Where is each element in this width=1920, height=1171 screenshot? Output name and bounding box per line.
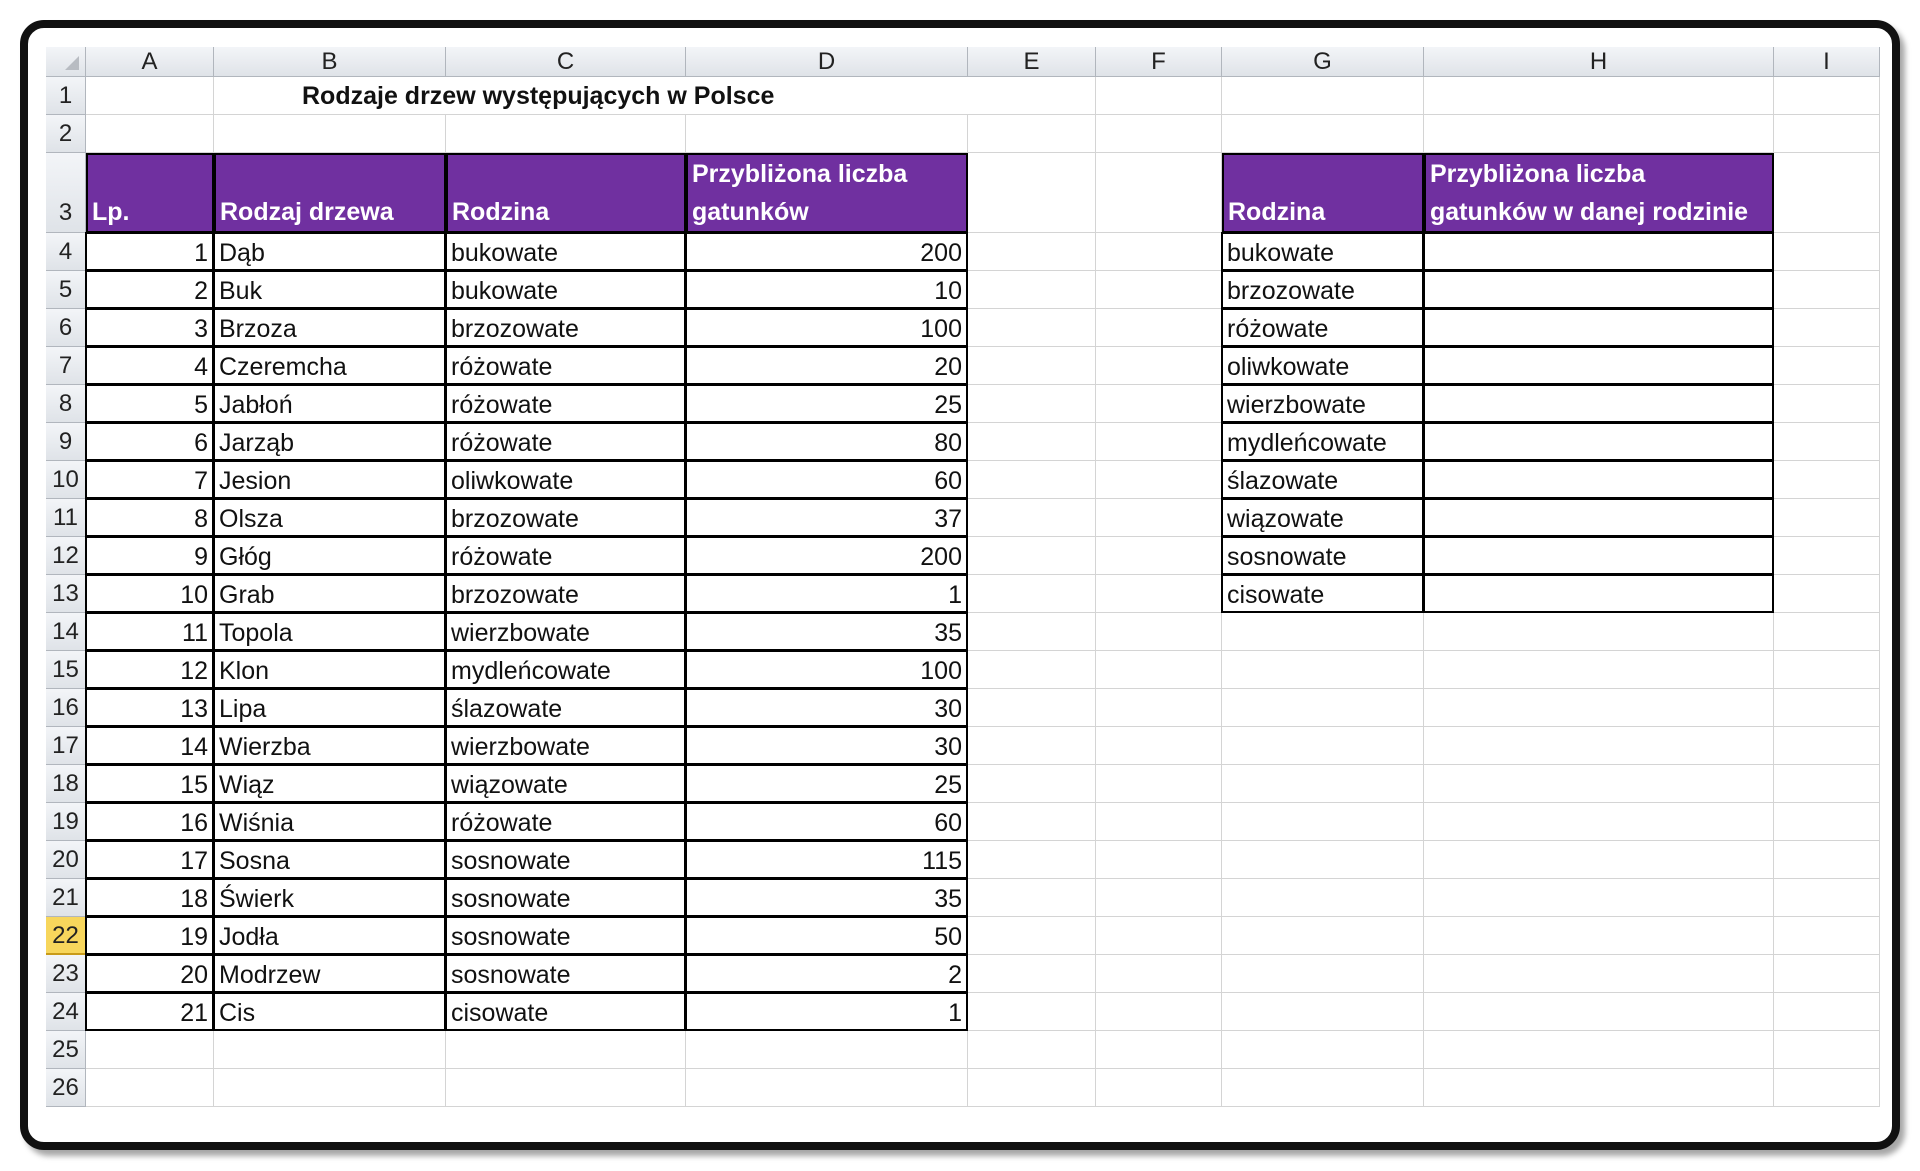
cell[interactable] bbox=[1774, 803, 1880, 841]
cell[interactable] bbox=[1096, 347, 1222, 385]
table1-family[interactable]: wierzbowate bbox=[445, 612, 686, 651]
cell[interactable] bbox=[968, 689, 1096, 727]
row-header-26[interactable]: 26 bbox=[46, 1069, 86, 1107]
cell[interactable] bbox=[968, 233, 1096, 271]
table1-species-count[interactable]: 100 bbox=[685, 650, 968, 689]
column-header-h[interactable]: H bbox=[1424, 47, 1774, 77]
cell[interactable] bbox=[1222, 77, 1424, 115]
cell[interactable] bbox=[968, 461, 1096, 499]
cell[interactable] bbox=[86, 1069, 214, 1107]
table1-tree-name[interactable]: Buk bbox=[213, 270, 446, 309]
cell[interactable] bbox=[968, 537, 1096, 575]
row-header-9[interactable]: 9 bbox=[46, 423, 86, 461]
cell[interactable] bbox=[1774, 993, 1880, 1031]
row-header-18[interactable]: 18 bbox=[46, 765, 86, 803]
table2-family[interactable]: brzozowate bbox=[1221, 270, 1424, 309]
cell[interactable] bbox=[686, 1069, 968, 1107]
table1-lp[interactable]: 13 bbox=[85, 688, 214, 727]
table1-species-count[interactable]: 50 bbox=[685, 916, 968, 955]
table1-lp[interactable]: 8 bbox=[85, 498, 214, 537]
table1-tree-name[interactable]: Cis bbox=[213, 992, 446, 1031]
table1-header-2[interactable]: Rodzaj drzewa bbox=[214, 153, 446, 233]
table1-lp[interactable]: 17 bbox=[85, 840, 214, 879]
table1-lp[interactable]: 2 bbox=[85, 270, 214, 309]
table1-tree-name[interactable]: Dąb bbox=[213, 232, 446, 271]
table2-family[interactable]: oliwkowate bbox=[1221, 346, 1424, 385]
screenshot-frame bbox=[20, 20, 1900, 1150]
cell[interactable] bbox=[1222, 955, 1424, 993]
table1-species-count[interactable]: 1 bbox=[685, 574, 968, 613]
cell[interactable] bbox=[968, 879, 1096, 917]
column-header-f[interactable]: F bbox=[1096, 47, 1222, 77]
cell[interactable] bbox=[1774, 461, 1880, 499]
cell[interactable] bbox=[1096, 575, 1222, 613]
cell[interactable] bbox=[1774, 955, 1880, 993]
cell[interactable] bbox=[1774, 423, 1880, 461]
table1-species-count[interactable]: 80 bbox=[685, 422, 968, 461]
table1-family[interactable]: różowate bbox=[445, 422, 686, 461]
table1-lp[interactable]: 10 bbox=[85, 574, 214, 613]
table1-species-count[interactable]: 60 bbox=[685, 460, 968, 499]
cell[interactable] bbox=[1096, 1069, 1222, 1107]
cell[interactable] bbox=[1774, 689, 1880, 727]
cell[interactable] bbox=[1096, 77, 1222, 115]
cell[interactable] bbox=[1096, 115, 1222, 153]
table1-tree-name[interactable]: Jabłoń bbox=[213, 384, 446, 423]
table2-count-empty[interactable] bbox=[1423, 536, 1774, 575]
cell[interactable] bbox=[1096, 423, 1222, 461]
table2-count-empty[interactable] bbox=[1423, 384, 1774, 423]
table1-lp[interactable]: 1 bbox=[85, 232, 214, 271]
table1-tree-name[interactable]: Brzoza bbox=[213, 308, 446, 347]
table1-species-count[interactable]: 200 bbox=[685, 536, 968, 575]
table1-family[interactable]: brzozowate bbox=[445, 308, 686, 347]
cell[interactable] bbox=[1774, 309, 1880, 347]
row-header-2[interactable]: 2 bbox=[46, 115, 86, 153]
table1-lp[interactable]: 6 bbox=[85, 422, 214, 461]
table2-family[interactable]: sosnowate bbox=[1221, 536, 1424, 575]
table1-lp[interactable]: 7 bbox=[85, 460, 214, 499]
table2-family[interactable]: cisowate bbox=[1221, 574, 1424, 613]
cell[interactable] bbox=[1222, 1031, 1424, 1069]
table1-lp[interactable]: 16 bbox=[85, 802, 214, 841]
table1-lp[interactable]: 20 bbox=[85, 954, 214, 993]
cell[interactable] bbox=[86, 115, 214, 153]
table1-lp[interactable]: 18 bbox=[85, 878, 214, 917]
cell[interactable] bbox=[1096, 651, 1222, 689]
row-header-14[interactable]: 14 bbox=[46, 613, 86, 651]
cell[interactable] bbox=[214, 1031, 446, 1069]
table1-species-count[interactable]: 60 bbox=[685, 802, 968, 841]
table1-family[interactable]: cisowate bbox=[445, 992, 686, 1031]
table1-tree-name[interactable]: Jarząb bbox=[213, 422, 446, 461]
cell[interactable] bbox=[968, 385, 1096, 423]
table1-tree-name[interactable]: Głóg bbox=[213, 536, 446, 575]
row-header-11[interactable]: 11 bbox=[46, 499, 86, 537]
cell[interactable] bbox=[1424, 613, 1774, 651]
row-header-4[interactable]: 4 bbox=[46, 233, 86, 271]
table2-count-empty[interactable] bbox=[1423, 308, 1774, 347]
cell[interactable] bbox=[86, 77, 214, 115]
cell[interactable] bbox=[1774, 115, 1880, 153]
table1-tree-name[interactable]: Świerk bbox=[213, 878, 446, 917]
cell[interactable] bbox=[1424, 879, 1774, 917]
table1-family[interactable]: różowate bbox=[445, 802, 686, 841]
table1-tree-name[interactable]: Olsza bbox=[213, 498, 446, 537]
table1-family[interactable]: mydleńcowate bbox=[445, 650, 686, 689]
table2-family[interactable]: różowate bbox=[1221, 308, 1424, 347]
table1-family[interactable]: wiązowate bbox=[445, 764, 686, 803]
cell[interactable] bbox=[1096, 271, 1222, 309]
cell[interactable] bbox=[1774, 1031, 1880, 1069]
table2-count-empty[interactable] bbox=[1423, 232, 1774, 271]
table1-species-count[interactable]: 35 bbox=[685, 612, 968, 651]
row-header-24[interactable]: 24 bbox=[46, 993, 86, 1031]
table1-species-count[interactable]: 115 bbox=[685, 840, 968, 879]
cell[interactable] bbox=[1096, 613, 1222, 651]
cell[interactable] bbox=[214, 115, 446, 153]
table1-family[interactable]: bukowate bbox=[445, 270, 686, 309]
cell[interactable] bbox=[968, 1031, 1096, 1069]
cell[interactable] bbox=[968, 347, 1096, 385]
cell[interactable] bbox=[1096, 461, 1222, 499]
cell[interactable] bbox=[1424, 689, 1774, 727]
table1-tree-name[interactable]: Sosna bbox=[213, 840, 446, 879]
table1-family[interactable]: bukowate bbox=[445, 232, 686, 271]
cell[interactable] bbox=[1096, 309, 1222, 347]
cell[interactable] bbox=[1424, 727, 1774, 765]
table2-count-empty[interactable] bbox=[1423, 270, 1774, 309]
cell[interactable] bbox=[686, 115, 968, 153]
cell[interactable] bbox=[1096, 955, 1222, 993]
table1-tree-name[interactable]: Jesion bbox=[213, 460, 446, 499]
sheet-title[interactable]: Rodzaje drzew występujących w Polsce bbox=[214, 77, 968, 115]
cell[interactable] bbox=[968, 993, 1096, 1031]
cell[interactable] bbox=[968, 77, 1096, 115]
cell[interactable] bbox=[1774, 1069, 1880, 1107]
cell[interactable] bbox=[968, 651, 1096, 689]
row-header-6[interactable]: 6 bbox=[46, 309, 86, 347]
row-header-13[interactable]: 13 bbox=[46, 575, 86, 613]
cell[interactable] bbox=[1774, 651, 1880, 689]
cell[interactable] bbox=[1222, 115, 1424, 153]
cell[interactable] bbox=[1222, 803, 1424, 841]
cell[interactable] bbox=[1774, 537, 1880, 575]
cell[interactable] bbox=[1096, 689, 1222, 727]
cell[interactable] bbox=[1096, 537, 1222, 575]
table1-tree-name[interactable]: Wiśnia bbox=[213, 802, 446, 841]
cell[interactable] bbox=[1096, 803, 1222, 841]
table1-species-count[interactable]: 20 bbox=[685, 346, 968, 385]
table1-family[interactable]: sosnowate bbox=[445, 916, 686, 955]
table2-header-1[interactable]: Rodzina bbox=[1222, 153, 1424, 233]
table2-count-empty[interactable] bbox=[1423, 422, 1774, 461]
cell[interactable] bbox=[968, 1069, 1096, 1107]
table1-family[interactable]: różowate bbox=[445, 536, 686, 575]
select-all-corner[interactable] bbox=[46, 47, 86, 77]
table1-species-count[interactable]: 25 bbox=[685, 384, 968, 423]
cell[interactable] bbox=[1096, 727, 1222, 765]
cell[interactable] bbox=[1774, 385, 1880, 423]
cell[interactable] bbox=[1774, 575, 1880, 613]
table1-species-count[interactable]: 30 bbox=[685, 726, 968, 765]
table1-lp[interactable]: 3 bbox=[85, 308, 214, 347]
column-header-d[interactable]: D bbox=[686, 47, 968, 77]
table1-lp[interactable]: 21 bbox=[85, 992, 214, 1031]
cell[interactable] bbox=[1222, 651, 1424, 689]
cell[interactable] bbox=[1222, 879, 1424, 917]
table1-species-count[interactable]: 200 bbox=[685, 232, 968, 271]
cell[interactable] bbox=[968, 309, 1096, 347]
table1-species-count[interactable]: 37 bbox=[685, 498, 968, 537]
table2-count-empty[interactable] bbox=[1423, 498, 1774, 537]
table1-tree-name[interactable]: Lipa bbox=[213, 688, 446, 727]
table1-header-3[interactable]: Rodzina bbox=[446, 153, 686, 233]
cell[interactable] bbox=[1096, 765, 1222, 803]
cell[interactable] bbox=[1096, 233, 1222, 271]
cell[interactable] bbox=[1222, 727, 1424, 765]
column-header-i[interactable]: I bbox=[1774, 47, 1880, 77]
cell[interactable] bbox=[1222, 1069, 1424, 1107]
table1-lp[interactable]: 5 bbox=[85, 384, 214, 423]
cell[interactable] bbox=[1774, 765, 1880, 803]
table1-lp[interactable]: 11 bbox=[85, 612, 214, 651]
table2-count-empty[interactable] bbox=[1423, 346, 1774, 385]
cell[interactable] bbox=[968, 575, 1096, 613]
table1-lp[interactable]: 19 bbox=[85, 916, 214, 955]
table1-family[interactable]: sosnowate bbox=[445, 878, 686, 917]
cell[interactable] bbox=[1222, 613, 1424, 651]
cell[interactable] bbox=[968, 803, 1096, 841]
cell[interactable] bbox=[1774, 613, 1880, 651]
cell[interactable] bbox=[86, 1031, 214, 1069]
cell[interactable] bbox=[686, 1031, 968, 1069]
cell[interactable] bbox=[1222, 689, 1424, 727]
cell[interactable] bbox=[1774, 271, 1880, 309]
table1-header-4[interactable]: Przybliżona liczba gatunków bbox=[686, 153, 968, 233]
cell[interactable] bbox=[1774, 347, 1880, 385]
cell[interactable] bbox=[1096, 841, 1222, 879]
row-header-8[interactable]: 8 bbox=[46, 385, 86, 423]
cell[interactable] bbox=[1096, 1031, 1222, 1069]
cell[interactable] bbox=[968, 917, 1096, 955]
table2-count-empty[interactable] bbox=[1423, 574, 1774, 613]
row-header-5[interactable]: 5 bbox=[46, 271, 86, 309]
table1-family[interactable]: różowate bbox=[445, 384, 686, 423]
cell[interactable] bbox=[1222, 765, 1424, 803]
cell[interactable] bbox=[1774, 153, 1880, 233]
cell[interactable] bbox=[1424, 1069, 1774, 1107]
row-header-15[interactable]: 15 bbox=[46, 651, 86, 689]
cell[interactable] bbox=[1096, 385, 1222, 423]
table1-family[interactable]: brzozowate bbox=[445, 574, 686, 613]
table1-lp[interactable]: 15 bbox=[85, 764, 214, 803]
row-header-23[interactable]: 23 bbox=[46, 955, 86, 993]
table1-tree-name[interactable]: Wiąz bbox=[213, 764, 446, 803]
row-header-10[interactable]: 10 bbox=[46, 461, 86, 499]
cell[interactable] bbox=[1222, 993, 1424, 1031]
table1-species-count[interactable]: 1 bbox=[685, 992, 968, 1031]
table1-species-count[interactable]: 25 bbox=[685, 764, 968, 803]
cell[interactable] bbox=[214, 1069, 446, 1107]
table1-species-count[interactable]: 10 bbox=[685, 270, 968, 309]
cell[interactable] bbox=[968, 271, 1096, 309]
table1-family[interactable]: oliwkowate bbox=[445, 460, 686, 499]
table1-lp[interactable]: 14 bbox=[85, 726, 214, 765]
column-header-e[interactable]: E bbox=[968, 47, 1096, 77]
cell[interactable] bbox=[968, 841, 1096, 879]
cell[interactable] bbox=[1774, 77, 1880, 115]
table1-species-count[interactable]: 35 bbox=[685, 878, 968, 917]
row-header-12[interactable]: 12 bbox=[46, 537, 86, 575]
row-header-25[interactable]: 25 bbox=[46, 1031, 86, 1069]
table1-family[interactable]: sosnowate bbox=[445, 840, 686, 879]
cell[interactable] bbox=[968, 153, 1096, 233]
table1-species-count[interactable]: 30 bbox=[685, 688, 968, 727]
table1-lp[interactable]: 12 bbox=[85, 650, 214, 689]
column-header-g[interactable]: G bbox=[1222, 47, 1424, 77]
table2-family[interactable]: bukowate bbox=[1221, 232, 1424, 271]
cell[interactable] bbox=[1424, 1031, 1774, 1069]
cell[interactable] bbox=[1096, 499, 1222, 537]
cell[interactable] bbox=[1424, 993, 1774, 1031]
table1-family[interactable]: sosnowate bbox=[445, 954, 686, 993]
table1-family[interactable]: wierzbowate bbox=[445, 726, 686, 765]
column-header-c[interactable]: C bbox=[446, 47, 686, 77]
table1-tree-name[interactable]: Topola bbox=[213, 612, 446, 651]
table1-tree-name[interactable]: Czeremcha bbox=[213, 346, 446, 385]
table1-tree-name[interactable]: Wierzba bbox=[213, 726, 446, 765]
cell[interactable] bbox=[1424, 765, 1774, 803]
table1-species-count[interactable]: 2 bbox=[685, 954, 968, 993]
row-header-3[interactable]: 3 bbox=[46, 153, 86, 233]
cell[interactable] bbox=[1424, 841, 1774, 879]
row-header-17[interactable]: 17 bbox=[46, 727, 86, 765]
column-header-a[interactable]: A bbox=[86, 47, 214, 77]
table2-header-2[interactable]: Przybliżona liczba gatunków w danej rodzinie bbox=[1424, 153, 1774, 233]
table1-family[interactable]: różowate bbox=[445, 346, 686, 385]
table2-family[interactable]: wierzbowate bbox=[1221, 384, 1424, 423]
table1-species-count[interactable]: 100 bbox=[685, 308, 968, 347]
cell[interactable] bbox=[968, 499, 1096, 537]
cell[interactable] bbox=[968, 613, 1096, 651]
cell[interactable] bbox=[1096, 917, 1222, 955]
table1-tree-name[interactable]: Grab bbox=[213, 574, 446, 613]
cell[interactable] bbox=[446, 1031, 686, 1069]
cell[interactable] bbox=[1774, 879, 1880, 917]
table2-family[interactable]: mydleńcowate bbox=[1221, 422, 1424, 461]
table1-lp[interactable]: 9 bbox=[85, 536, 214, 575]
table1-family[interactable]: brzozowate bbox=[445, 498, 686, 537]
cell[interactable] bbox=[1774, 499, 1880, 537]
cell[interactable] bbox=[1424, 651, 1774, 689]
row-header-16[interactable]: 16 bbox=[46, 689, 86, 727]
cell[interactable] bbox=[1424, 803, 1774, 841]
cell[interactable] bbox=[1774, 727, 1880, 765]
cell[interactable] bbox=[1774, 233, 1880, 271]
table1-tree-name[interactable]: Jodła bbox=[213, 916, 446, 955]
cell[interactable] bbox=[1222, 841, 1424, 879]
cell[interactable] bbox=[1424, 917, 1774, 955]
table1-lp[interactable]: 4 bbox=[85, 346, 214, 385]
cell[interactable] bbox=[968, 115, 1096, 153]
cell[interactable] bbox=[1424, 115, 1774, 153]
row-header-7[interactable]: 7 bbox=[46, 347, 86, 385]
row-header-22[interactable]: 22 bbox=[46, 917, 86, 955]
table1-tree-name[interactable]: Klon bbox=[213, 650, 446, 689]
cell[interactable] bbox=[1096, 993, 1222, 1031]
cell[interactable] bbox=[1424, 77, 1774, 115]
table2-count-empty[interactable] bbox=[1423, 460, 1774, 499]
row-header-19[interactable]: 19 bbox=[46, 803, 86, 841]
cell[interactable] bbox=[446, 115, 686, 153]
cell[interactable] bbox=[1774, 841, 1880, 879]
table2-family[interactable]: ślazowate bbox=[1221, 460, 1424, 499]
table1-header-1[interactable]: Lp. bbox=[86, 153, 214, 233]
cell[interactable] bbox=[1222, 917, 1424, 955]
cell[interactable] bbox=[968, 765, 1096, 803]
cell[interactable] bbox=[1424, 955, 1774, 993]
cell[interactable] bbox=[968, 955, 1096, 993]
table2-family[interactable]: wiązowate bbox=[1221, 498, 1424, 537]
row-header-21[interactable]: 21 bbox=[46, 879, 86, 917]
table1-tree-name[interactable]: Modrzew bbox=[213, 954, 446, 993]
cell[interactable] bbox=[1774, 917, 1880, 955]
column-header-b[interactable]: B bbox=[214, 47, 446, 77]
cell[interactable] bbox=[1096, 153, 1222, 233]
table1-family[interactable]: ślazowate bbox=[445, 688, 686, 727]
cell[interactable] bbox=[446, 1069, 686, 1107]
row-header-20[interactable]: 20 bbox=[46, 841, 86, 879]
row-header-1[interactable]: 1 bbox=[46, 77, 86, 115]
cell[interactable] bbox=[968, 423, 1096, 461]
cell[interactable] bbox=[968, 727, 1096, 765]
cell[interactable] bbox=[1096, 879, 1222, 917]
